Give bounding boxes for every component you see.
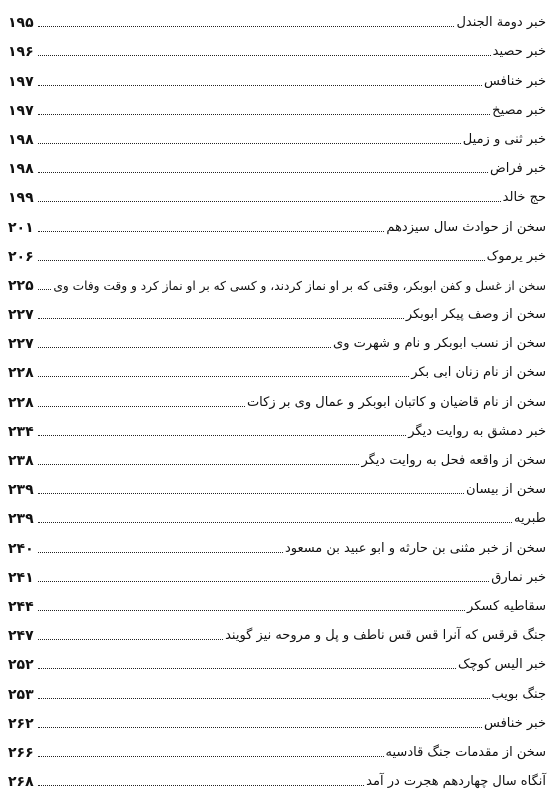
toc-entry-title: خبر نمارق bbox=[491, 569, 546, 585]
toc-entry-page-number: ۲۰۶ bbox=[8, 248, 34, 265]
dot-leader bbox=[38, 376, 409, 377]
toc-entry[interactable] bbox=[8, 179, 546, 208]
dot-leader bbox=[38, 201, 501, 202]
toc-entry-page-number: ۱۹۵ bbox=[8, 15, 34, 32]
toc-entry-title: خبر یرموک bbox=[486, 248, 546, 264]
dot-leader bbox=[38, 435, 406, 436]
toc-entry-page-number: ۱۹۹ bbox=[8, 190, 34, 207]
toc-entry-page-number: ۲۶۸ bbox=[8, 774, 34, 791]
dot-leader bbox=[38, 727, 482, 728]
toc-entry[interactable] bbox=[8, 383, 546, 412]
toc-entry[interactable] bbox=[8, 559, 546, 588]
toc-entry-page-number: ۲۵۳ bbox=[8, 686, 34, 703]
toc-entry[interactable] bbox=[8, 238, 546, 267]
toc-entry-title: سخن از غسل و کفن ابوبکر، وقتی که بر او نماز کردند، و کسی که بر او نماز کرد و وقت وفات وی bbox=[53, 278, 546, 293]
dot-leader bbox=[38, 668, 456, 669]
toc-entry-title: خبر مصیخ bbox=[492, 102, 546, 118]
toc-entry-page-number: ۲۲۵ bbox=[8, 277, 34, 294]
toc-entry[interactable] bbox=[8, 617, 546, 646]
toc-entry-title: حج خالد bbox=[502, 190, 546, 206]
dot-leader bbox=[38, 610, 465, 611]
dot-leader bbox=[38, 318, 404, 319]
toc-entry-title: خبر ثنی و زمیل bbox=[462, 131, 546, 147]
dot-leader bbox=[38, 698, 490, 699]
toc-entry[interactable] bbox=[8, 62, 546, 91]
dot-leader bbox=[38, 406, 245, 407]
toc-entry-title: جنگ بویب bbox=[491, 686, 546, 702]
toc-entry[interactable] bbox=[8, 150, 546, 179]
toc-entry[interactable] bbox=[8, 588, 546, 617]
toc-entry[interactable] bbox=[8, 646, 546, 675]
toc-entry-title: خبر فراض bbox=[490, 161, 546, 177]
toc-entry-title: سخن از وصف پیکر ابوبکر bbox=[405, 307, 546, 323]
toc-entry-page-number: ۲۲۸ bbox=[8, 365, 34, 382]
toc-entry-page-number: ۲۳۴ bbox=[8, 423, 34, 440]
toc-entry-page-number: ۱۹۸ bbox=[8, 131, 34, 148]
toc-entry-page-number: ۲۴۴ bbox=[8, 598, 34, 615]
toc-entry[interactable] bbox=[8, 500, 546, 529]
toc-entry[interactable] bbox=[8, 413, 546, 442]
toc-entry-page-number: ۲۴۰ bbox=[8, 540, 34, 557]
toc-entry-title: سخن از نسب ابوبکر و نام و شهرت وی bbox=[333, 336, 546, 352]
table-of-contents bbox=[8, 4, 546, 792]
toc-entry[interactable] bbox=[8, 4, 546, 33]
dot-leader bbox=[38, 231, 384, 232]
dot-leader bbox=[38, 55, 491, 56]
dot-leader bbox=[38, 289, 51, 290]
toc-entry-title: خبر الیس کوچک bbox=[457, 657, 546, 673]
toc-entry-title: خبر دومة الجندل bbox=[456, 15, 546, 31]
toc-entry-title: خبر حصید bbox=[492, 44, 546, 60]
toc-entry-title: سخن از واقعه فحل به روایت دیگر bbox=[361, 453, 546, 468]
toc-entry-page-number: ۲۶۲ bbox=[8, 715, 34, 732]
dot-leader bbox=[38, 785, 364, 786]
toc-entry[interactable] bbox=[8, 325, 546, 354]
dot-leader bbox=[38, 143, 461, 144]
dot-leader bbox=[38, 260, 485, 261]
toc-entry-title: خبر خنافس bbox=[484, 715, 546, 731]
toc-entry[interactable] bbox=[8, 92, 546, 121]
toc-entry-title: آنگاه سال چهاردهم هجرت در آمد bbox=[366, 774, 546, 790]
toc-entry-title: سخن از مقدمات جنگ قادسیه bbox=[385, 744, 546, 760]
toc-entry-page-number: ۲۳۹ bbox=[8, 482, 34, 499]
toc-entry-title: جنگ قرقس که آنرا قس قس ناطف و پل و مروحه نیز گویند bbox=[225, 628, 546, 644]
toc-entry[interactable] bbox=[8, 675, 546, 704]
toc-entry[interactable] bbox=[8, 734, 546, 763]
toc-entry-page-number: ۲۴۷ bbox=[8, 628, 34, 645]
toc-entry-title: خبر خنافس bbox=[484, 73, 546, 89]
dot-leader bbox=[38, 114, 490, 115]
dot-leader bbox=[38, 347, 331, 348]
toc-entry[interactable] bbox=[8, 208, 546, 237]
dot-leader bbox=[38, 85, 482, 86]
toc-entry-title: سخن از بیسان bbox=[466, 482, 546, 498]
dot-leader bbox=[38, 172, 488, 173]
toc-entry[interactable] bbox=[8, 296, 546, 325]
toc-entry-title: سخن از نام قاضیان و کاتبان ابوبکر و عمال وی بر زکات bbox=[246, 394, 546, 410]
dot-leader bbox=[38, 493, 464, 494]
dot-leader bbox=[38, 639, 223, 640]
dot-leader bbox=[38, 756, 384, 757]
toc-entry[interactable] bbox=[8, 121, 546, 150]
toc-entry-title: طبریه bbox=[513, 511, 546, 527]
toc-entry[interactable] bbox=[8, 354, 546, 383]
toc-entry-page-number: ۲۲۷ bbox=[8, 336, 34, 353]
toc-entry-page-number: ۲۵۲ bbox=[8, 657, 34, 674]
toc-entry[interactable] bbox=[8, 442, 546, 471]
dot-leader bbox=[38, 26, 454, 27]
toc-entry-title: سخن از نام زنان ابی بکر bbox=[411, 365, 546, 381]
toc-entry[interactable] bbox=[8, 267, 546, 296]
toc-entry[interactable] bbox=[8, 529, 546, 558]
toc-entry[interactable] bbox=[8, 33, 546, 62]
toc-entry[interactable] bbox=[8, 763, 546, 792]
dot-leader bbox=[38, 522, 512, 523]
toc-entry[interactable] bbox=[8, 471, 546, 500]
toc-entry-page-number: ۲۰۱ bbox=[8, 219, 34, 236]
dot-leader bbox=[38, 464, 359, 465]
toc-entry-title: سخن از خبر مثنی بن حارثه و ابو عبید بن مسعود bbox=[284, 540, 546, 556]
toc-entry-page-number: ۱۹۶ bbox=[8, 44, 34, 61]
dot-leader bbox=[38, 552, 283, 553]
toc-entry-page-number: ۲۳۸ bbox=[8, 453, 34, 469]
toc-entry-title: سخن از حوادث سال سیزدهم bbox=[386, 219, 546, 235]
toc-entry-page-number: ۲۲۸ bbox=[8, 394, 34, 411]
toc-entry-page-number: ۱۹۷ bbox=[8, 73, 34, 90]
toc-entry-page-number: ۲۳۹ bbox=[8, 511, 34, 528]
toc-entry-page-number: ۱۹۷ bbox=[8, 102, 34, 119]
toc-entry-page-number: ۲۲۷ bbox=[8, 307, 34, 324]
toc-entry-title: خبر دمشق به روایت دیگر bbox=[408, 423, 546, 439]
toc-entry-page-number: ۱۹۸ bbox=[8, 161, 34, 178]
toc-entry-title: سقاطیه کسکر bbox=[467, 598, 546, 614]
dot-leader bbox=[38, 581, 489, 582]
toc-entry[interactable] bbox=[8, 705, 546, 734]
toc-entry-page-number: ۲۶۶ bbox=[8, 744, 34, 761]
toc-entry-page-number: ۲۴۱ bbox=[8, 569, 34, 586]
